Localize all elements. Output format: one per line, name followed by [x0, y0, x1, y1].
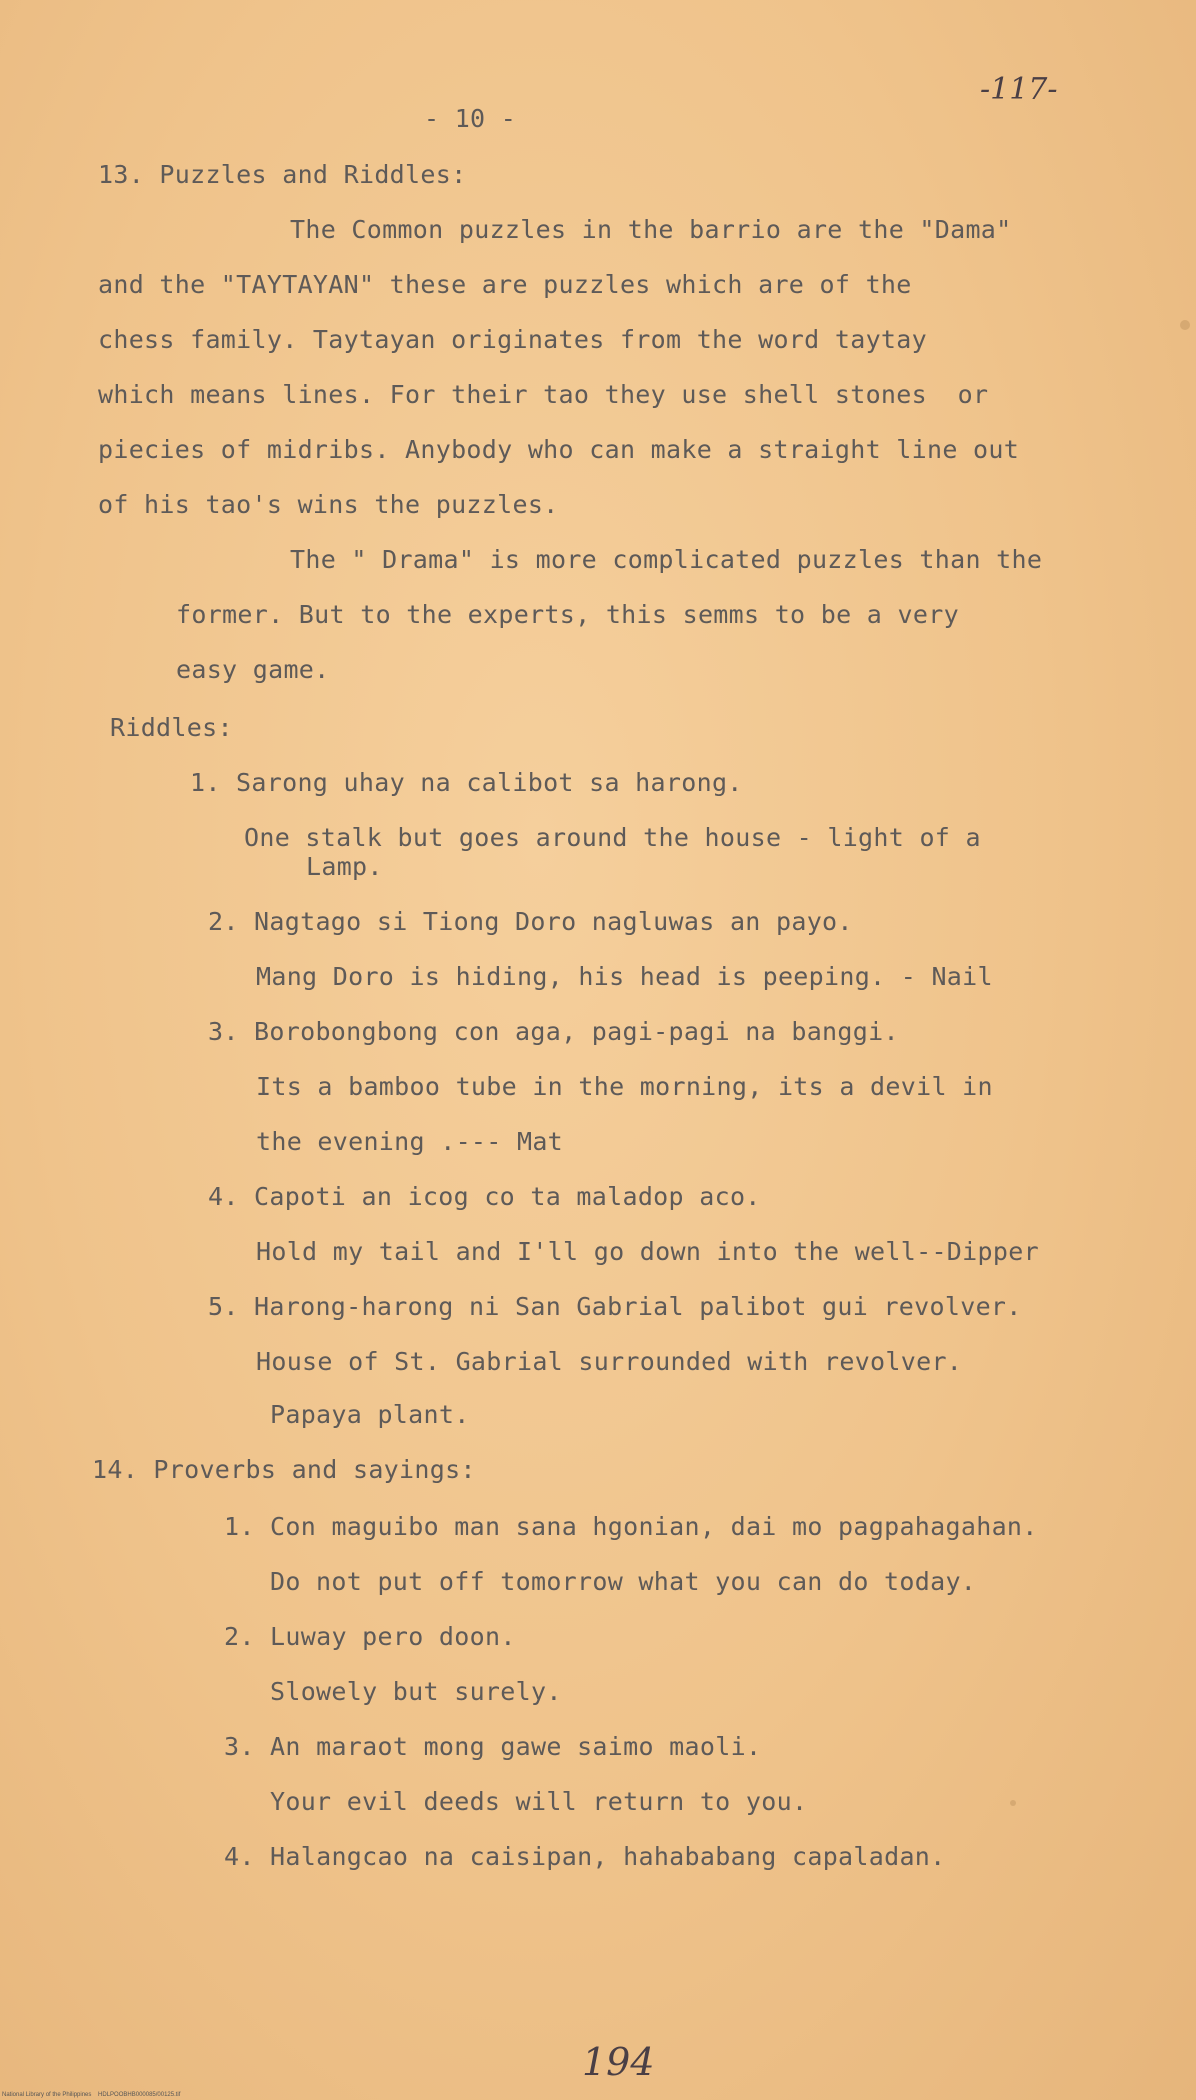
paragraph-line: and the "TAYTAYAN" these are puzzles which are of the	[98, 270, 912, 299]
proverb-native: 3. An maraot mong gawe saimo maoli.	[224, 1732, 762, 1761]
riddle-native: 5. Harong-harong ni San Gabrial palibot gui revolver.	[208, 1292, 1022, 1321]
proverb-translation: Slowely but surely.	[270, 1677, 562, 1706]
riddle-native: 3. Borobongbong con aga, pagi-pagi na banggi.	[208, 1017, 899, 1046]
paragraph-line: former. But to the experts, this semms to be a very	[176, 600, 959, 629]
page-number: - 10 -	[424, 104, 517, 133]
footer-credit: National Library of the Philippines HDLPOOBHB000085/00125.tif	[2, 2092, 181, 2098]
riddle-native: 4. Capoti an icog co ta maladop aco.	[208, 1182, 761, 1211]
archive-stamp-number: 194	[582, 2040, 655, 2084]
paragraph-line: The Common puzzles in the barrio are the "Dama"	[290, 215, 1012, 244]
section-13-heading: 13. Puzzles and Riddles:	[98, 160, 467, 189]
riddles-heading: Riddles:	[110, 713, 233, 742]
riddle-translation: Papaya plant.	[270, 1400, 470, 1429]
proverb-native: 2. Luway pero doon.	[224, 1622, 516, 1651]
riddle-translation: Lamp.	[306, 852, 383, 881]
proverb-native: 1. Con maguibo man sana hgonian, dai mo pagpahagahan.	[224, 1512, 1038, 1541]
paper-stain	[1180, 320, 1190, 330]
riddle-translation: Hold my tail and I'll go down into the well--Dipper	[256, 1237, 1039, 1266]
paragraph-line: easy game.	[176, 655, 330, 684]
paper-stain	[1010, 1800, 1016, 1806]
paragraph-line: piecies of midribs. Anybody who can make a straight line out	[98, 435, 1020, 464]
folio-number: -117-	[980, 72, 1058, 107]
paragraph-line: The " Drama" is more complicated puzzles than the	[290, 545, 1043, 574]
riddle-translation: Its a bamboo tube in the morning, its a devil in	[256, 1072, 993, 1101]
paragraph-line: chess family. Taytayan originates from the word taytay	[98, 325, 927, 354]
proverb-translation: Do not put off tomorrow what you can do today.	[270, 1567, 977, 1596]
riddle-translation: One stalk but goes around the house - light of a	[244, 823, 981, 852]
proverb-translation: Your evil deeds will return to you.	[270, 1787, 808, 1816]
section-14-heading: 14. Proverbs and sayings:	[92, 1455, 476, 1484]
riddle-translation: Mang Doro is hiding, his head is peeping. - Nail	[256, 962, 993, 991]
riddle-translation: House of St. Gabrial surrounded with revolver.	[256, 1347, 963, 1376]
riddle-native: 2. Nagtago si Tiong Doro nagluwas an payo.	[208, 907, 853, 936]
proverb-native: 4. Halangcao na caisipan, hahababang capaladan.	[224, 1842, 946, 1871]
riddle-translation: the evening .--- Mat	[256, 1127, 564, 1156]
riddle-native: 1. Sarong uhay na calibot sa harong.	[190, 768, 743, 797]
paragraph-line: of his tao's wins the puzzles.	[98, 490, 559, 519]
paragraph-line: which means lines. For their tao they use shell stones or	[98, 380, 989, 409]
